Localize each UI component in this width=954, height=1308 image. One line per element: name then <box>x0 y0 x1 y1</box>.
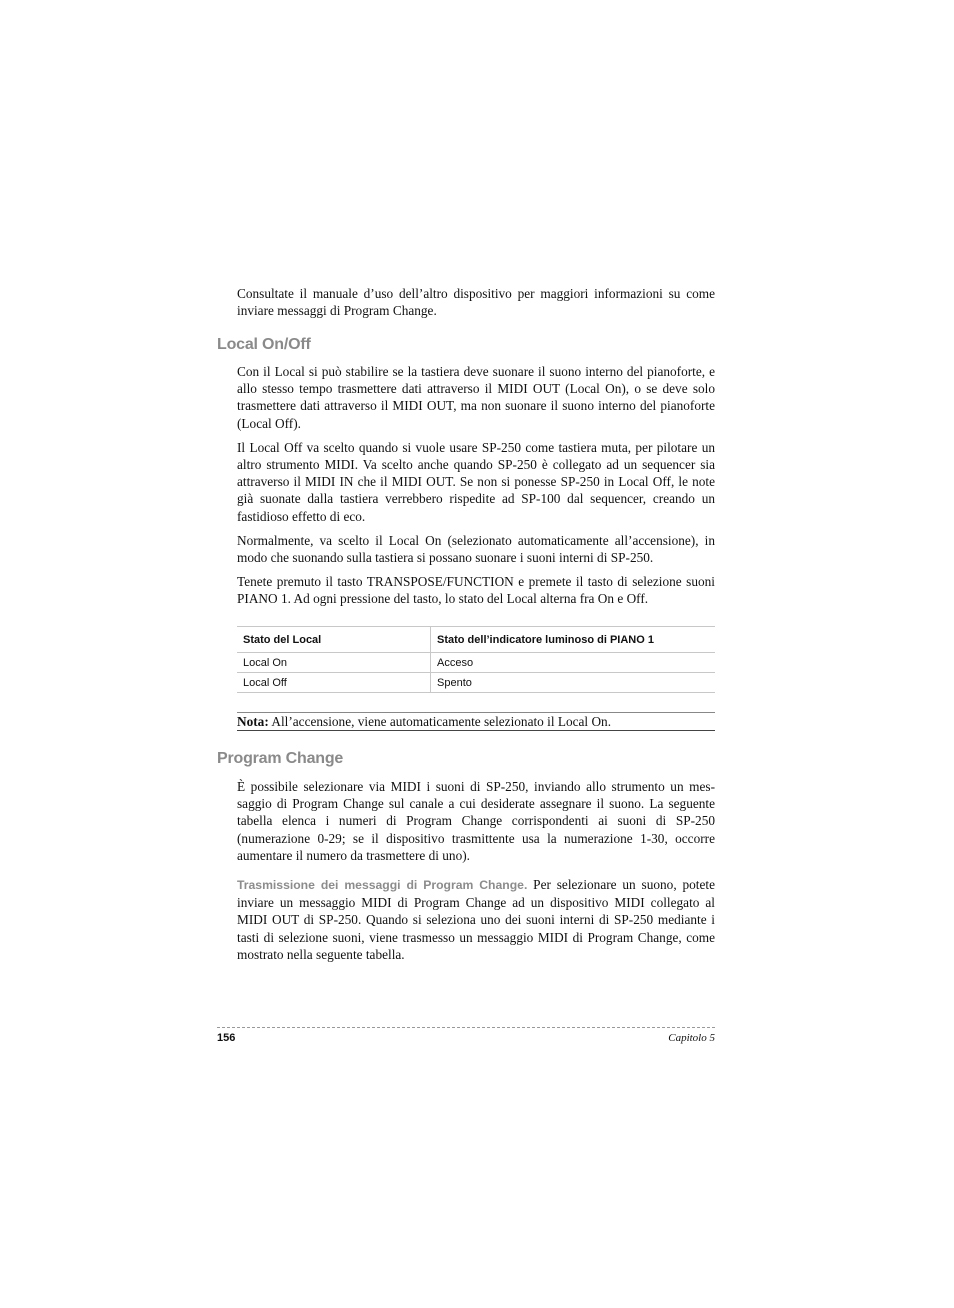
note-label: Nota: <box>237 714 269 729</box>
table-cell: Local On <box>237 653 431 673</box>
note-box <box>237 712 715 731</box>
footer-divider <box>217 1027 715 1028</box>
page-number: 156 <box>217 1032 236 1044</box>
intro-paragraph-block <box>237 285 715 319</box>
local-section-body <box>237 363 715 608</box>
program-section-body <box>237 778 715 963</box>
program-paragraph-1: È possibile selezionare via MIDI i suoni di SP-250, inviando allo strumento un messaggio di Program Change sul canale a cui desiderate assegnare il suono. La seguente tabella elenca i numeri di Program Change corrispondenti ai suoni di SP-250 (numerazione 0-29; se il dispositivo trasmittente usa la numerazione 1-30, occorre aumentare il numero da trasmettere di uno). <box>237 779 715 863</box>
local-status-table <box>237 626 715 693</box>
intro-paragraph: Consultate il manuale d’uso dell’altro dispositivo per maggiori informazioni su come inviare messaggi di Program Change. <box>237 286 715 319</box>
program-paragraph-2-text: Per selezionare un suono, potete inviare un messaggio MIDI di Program Change ad un dispositivo MIDI collegato al MIDI OUT di SP-250. Quando si seleziona uno dei suoni interni di SP-250 mediante i tasti di selezione suoni, viene trasmesso un messaggio MIDI di Program Change, come mostrato nella seguente tabella. <box>237 877 715 962</box>
table-header-cell: Stato dell’indicatore luminoso di PIANO 1 <box>431 627 716 653</box>
table-header-row <box>237 627 715 653</box>
table-header-cell: Stato del Local <box>237 627 431 653</box>
section-heading-program-change: Program Change <box>217 750 344 767</box>
table-cell: Local Off <box>237 673 431 693</box>
local-paragraph-2: Il Local Off va scelto quando si vuole usare SP-250 come tastiera muta, per pilotare un altro strumento MIDI. Va scelto anche quando SP-250 è collegato ad un sequencer sia attraverso il MIDI IN che il MIDI OUT. Se non si ponesse SP-250 in Local Off, le note già suonate dalla tastiera verrebbero rispedite ad SP-100 dal sequencer, creando un fastidioso effetto di eco. <box>237 439 715 524</box>
table-cell: Spento <box>431 673 716 693</box>
local-paragraph-3: Normalmente, va scelto il Local On (selezionato automaticamente all’accensione), in modo che suonando sulla tastiera si possano suonare i suoni interni di SP-250. <box>237 532 715 566</box>
section-heading-local: Local On/Off <box>217 336 311 353</box>
chapter-label: Capitolo 5 <box>668 1032 715 1044</box>
note-text: All’accensione, viene automaticamente selezionato il Local On. <box>268 714 612 729</box>
runin-heading: Trasmissione dei messaggi di Program Change. <box>237 878 528 893</box>
table-cell: Acceso <box>431 653 716 673</box>
table-row <box>237 653 715 673</box>
local-paragraph-4: Tenete premuto il tasto TRANSPOSE/FUNCTION e premete il tasto di selezione suoni PIANO 1. Ad ogni pressione del tasto, lo stato del Local alterna fra On e Off. <box>237 574 715 607</box>
local-paragraph-1: Con il Local si può stabilire se la tastiera deve suonare il suono interno del pianoforte, e allo stesso tempo trasmettere dati attraverso il MIDI OUT (Local On), o se deve solo trasmettere dati attraverso il MIDI OUT, ma non suonare il suono interno del pianoforte (Local Off). <box>237 364 715 431</box>
program-paragraph-2 <box>237 876 715 963</box>
table-row <box>237 673 715 693</box>
